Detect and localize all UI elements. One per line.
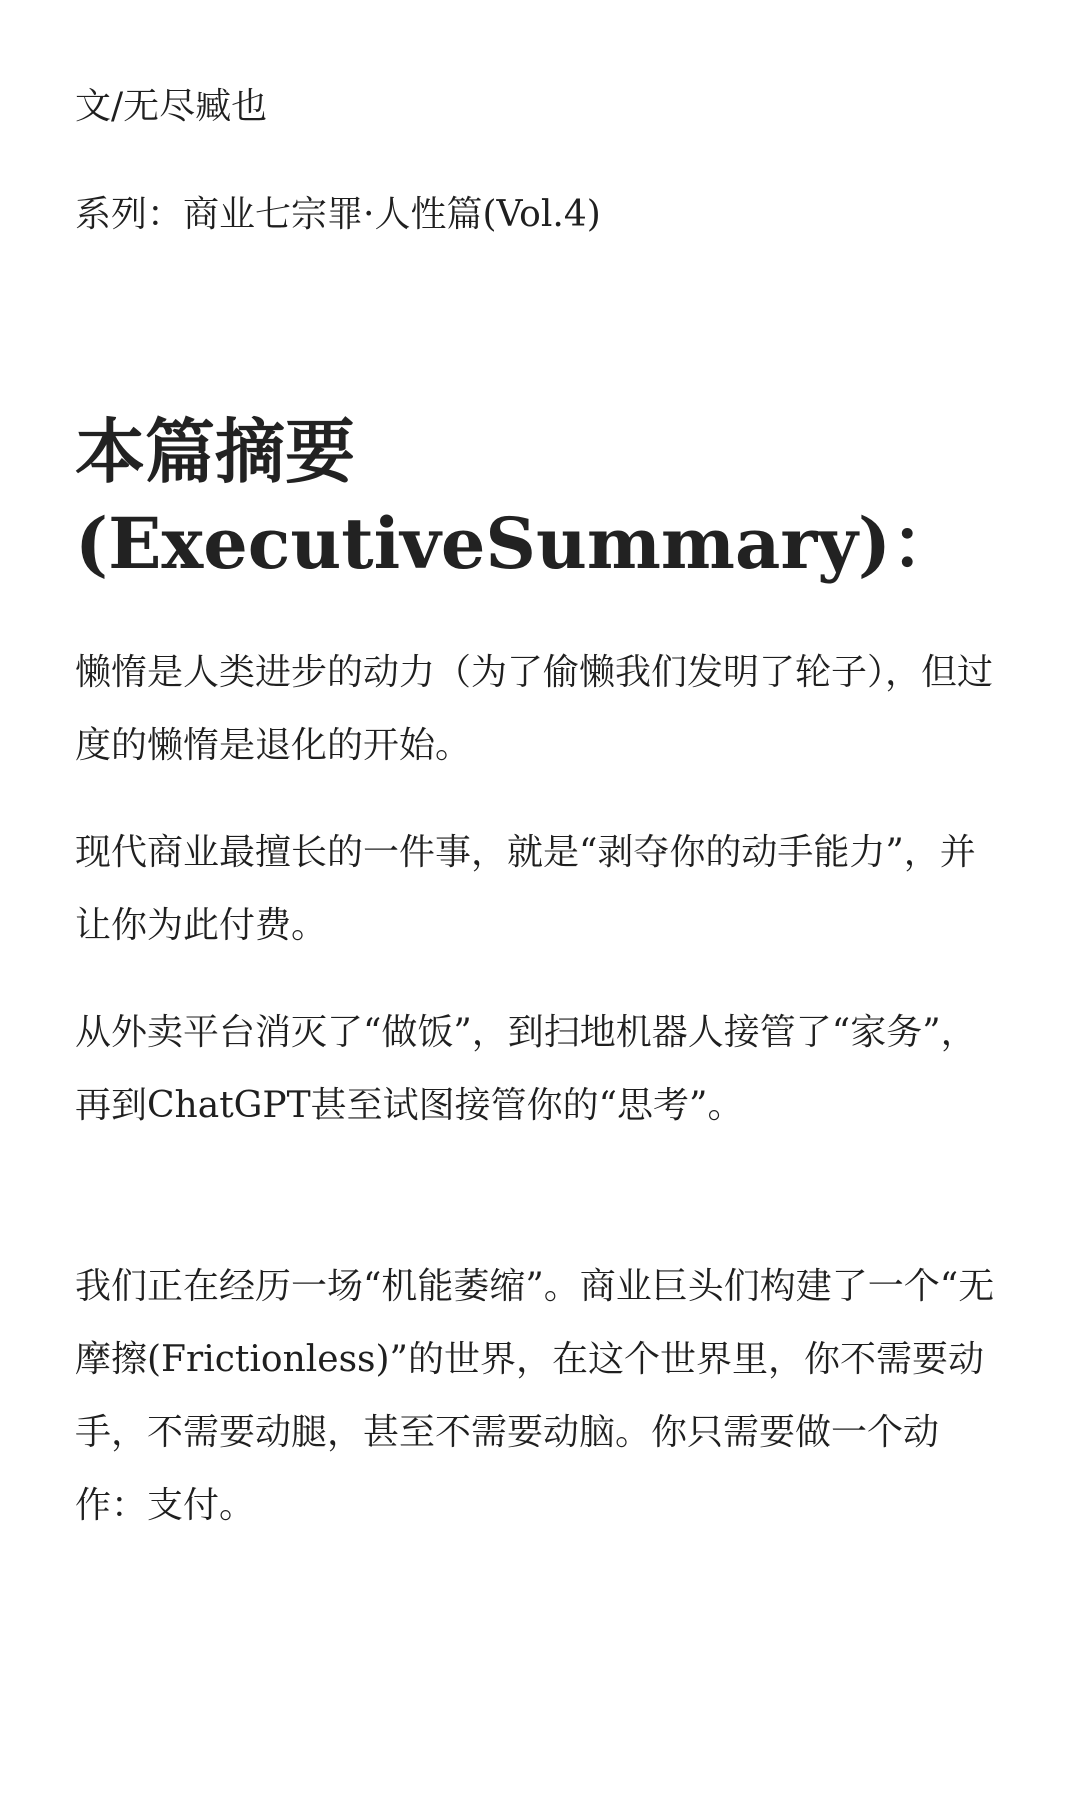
section-heading-line-2: (ExecutiveSummary)： [75,502,962,585]
summary-paragraph-1: 懒惰是人类进步的动力（为了偷懒我们发明了轮子），但过度的懒惰是退化的开始。 [75,652,994,766]
summary-paragraph-3: 从外卖平台消灭了“做饭”，到扫地机器人接管了“家务”，再到ChatGPT甚至试图接管你的“思考”。 [75,1012,977,1126]
summary-paragraph-2: 现代商业最擅长的一件事，就是“剥夺你的动手能力”，并让你为此付费。 [75,832,976,946]
series-label: 系列：商业七宗罪·人性篇(Vol.4) [75,194,601,235]
author-byline: 文/无尽臧也 [75,86,268,127]
section-heading-line-1: 本篇摘要 [75,410,355,493]
section-heading [75,406,1005,590]
summary-paragraph-4: 我们正在经历一场“机能萎缩”。商业巨头们构建了一个“无摩擦(Frictionless)”的世界，在这个世界里，你不需要动手，不需要动腿，甚至不需要动脑。你只需要做一个动作：支付。 [75,1266,995,1526]
